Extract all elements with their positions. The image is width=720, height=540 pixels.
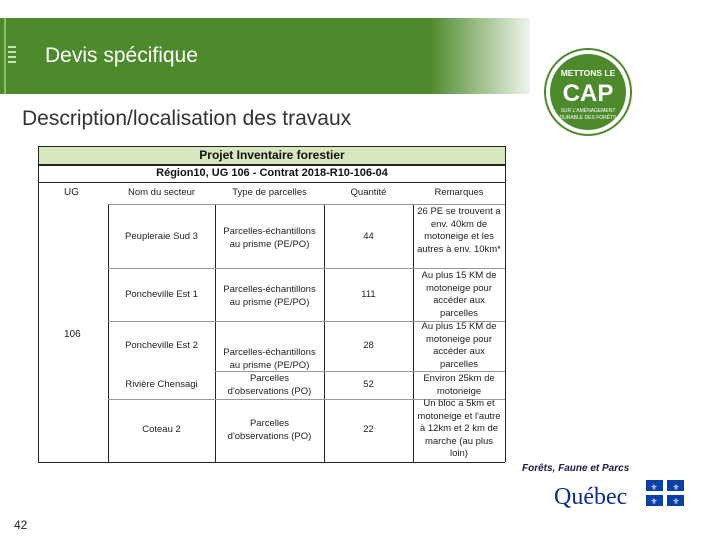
svg-text:⚜: ⚜ [672,483,680,492]
works-table [36,146,506,462]
table-cell-remarques: 26 PE se trouvent a env. 40km de motoneige et les autres à env. 10km* [417,206,501,255]
mettons-le-cap-logo [532,46,644,138]
col-header-remarques: Remarques [434,187,484,198]
page-title: Devis spécifique [45,44,198,67]
row-divider [108,268,505,269]
table-divider-secteur [215,204,216,462]
svg-text:⚜: ⚜ [650,497,658,506]
ministry-name: Forêts, Faune et Parcs [522,463,630,474]
table-cell-secteur: Coteau 2 [142,424,181,435]
table-border-bottom [38,462,505,463]
col-header-ug: UG [64,187,79,198]
province-name: Québec [554,484,628,510]
logo-tagline1: SUR L'AMÉNAGEMENT [560,108,616,114]
table-cell-remarques: Un bloc a 5km et motoneige et l'autre à 12km et 2 km de marche (au plus loin) [417,398,501,459]
table-cell-quantite: 44 [363,231,374,242]
row-divider [108,204,505,205]
table-body [36,146,506,462]
svg-text:⚜: ⚜ [650,483,658,492]
header-fade [430,18,540,94]
table-border-right [505,182,506,462]
table-cell-secteur: Poncheville Est 1 [125,289,198,300]
quebec-logo [520,460,690,520]
table-cell-type: Parcelles d'observations (PO) [227,373,312,397]
table-cell-secteur: Peupleraie Sud 3 [125,231,198,242]
table-cell-type: Parcelles d'observations (PO) [227,418,312,442]
col-header-quantite: Quantité [350,187,387,198]
table-cell-secteur: Poncheville Est 2 [125,340,198,351]
table-cell-type: Parcelles-échantillons au prisme (PE/PO) [223,226,316,250]
logo-tagline2: DURABLE DES FORÊTS [559,115,617,121]
table-cell-quantite: 28 [363,340,374,351]
table-cell-type: Parcelles-échantillons au prisme (PE/PO) [223,284,316,308]
table-cell-type: Parcelles-échantillons au prisme (PE/PO) [223,347,316,371]
section-subtitle: Description/localisation des travaux [22,107,352,130]
table-subtitle: Région10, UG 106 - Contrat 2018-R10-106-04 [38,164,506,183]
svg-text:⚜: ⚜ [672,497,680,506]
table-cell-quantite: 111 [361,289,376,300]
table-cell-remarques: Environ 25km de motoneige [423,373,495,397]
col-header-type: Type de parcelles [232,187,307,198]
table-border-left [38,182,39,462]
logo-line1: METTONS LE [560,68,616,78]
table-cell-remarques: Au plus 15 KM de motoneige pour accéder aux parcelles [421,321,497,370]
table-cell-quantite: 22 [363,424,374,435]
fleurdelise-flag-icon [646,480,684,506]
table-cell-secteur: Rivière Chensagi [125,379,198,390]
header-ticks [8,46,16,66]
col-header-secteur: Nom du secteur [127,187,196,198]
table-divider-quantite [413,204,414,462]
page-number: 42 [14,518,28,532]
table-title: Projet Inventaire forestier [38,146,506,164]
table-cell-quantite: 52 [363,379,374,390]
table-cell-remarques: Au plus 15 KM de motoneige pour accéder aux parcelles [421,270,497,319]
ug-value: 106 [64,329,81,340]
logo-brand: CAP [562,80,614,107]
